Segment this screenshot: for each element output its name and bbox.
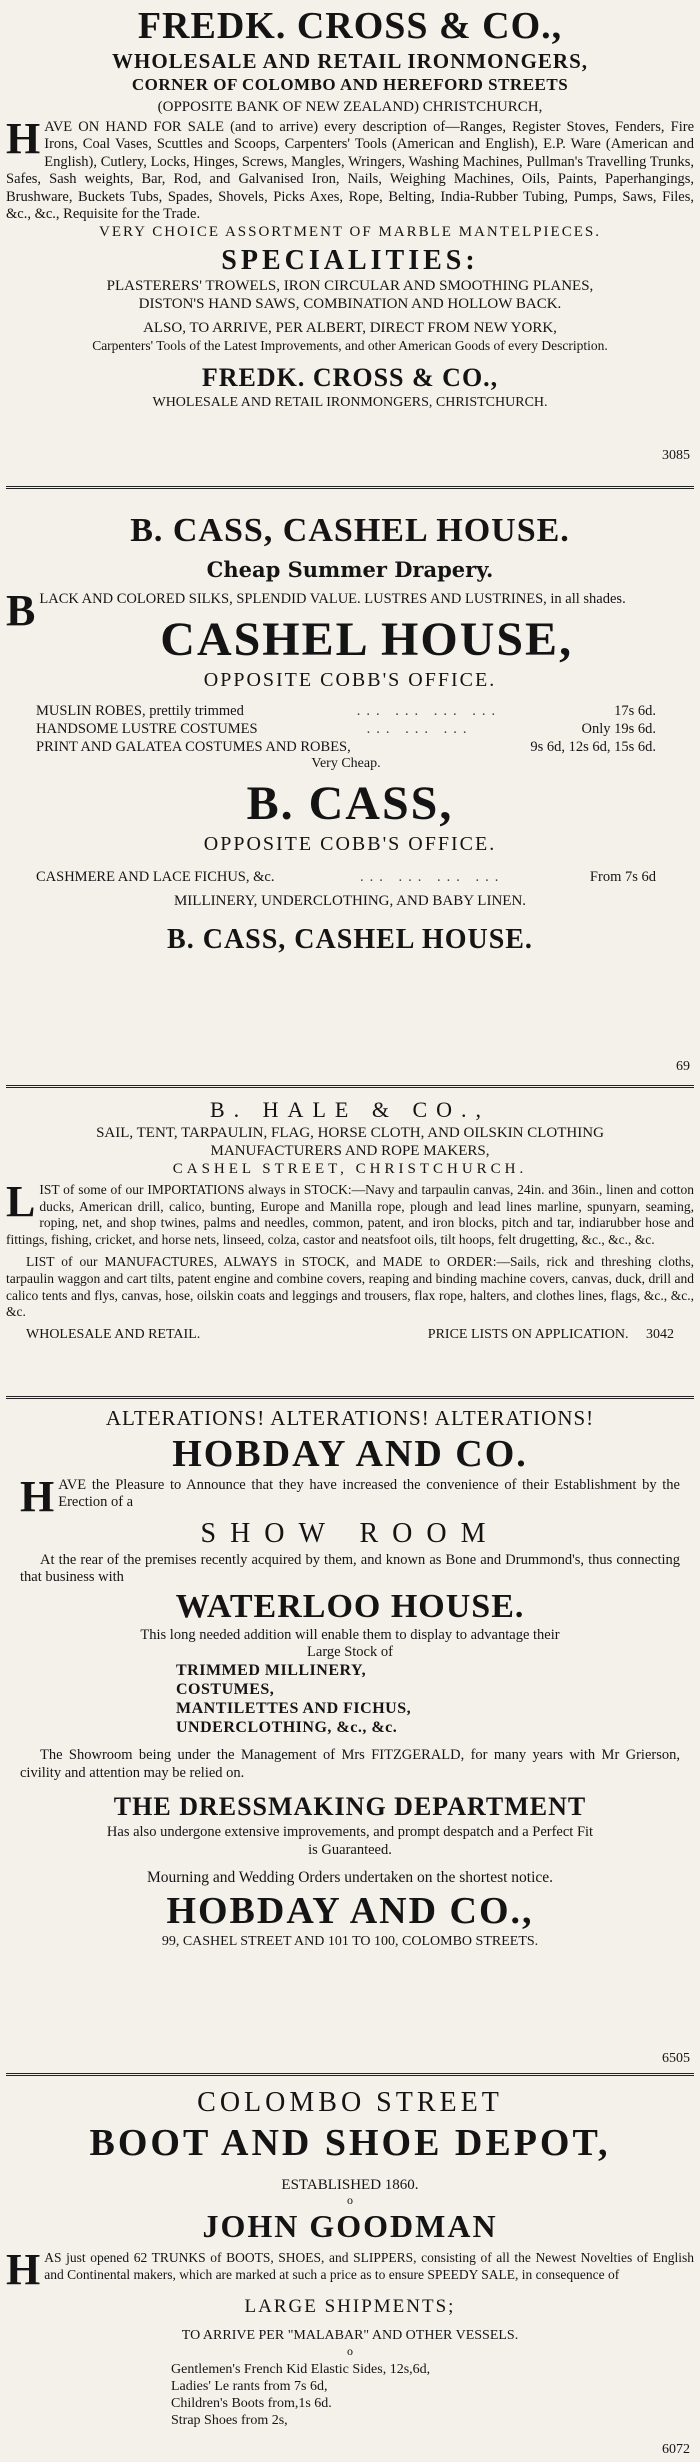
cass-advert (6, 493, 694, 1081)
hobday-list-item: UNDERCLOTHING, &c., &c. (176, 1719, 398, 1737)
hale-footer-left: WHOLESALE AND RETAIL. (26, 1326, 201, 1342)
cross-arrive-1: ALSO, TO ARRIVE, PER ALBERT, DIRECT FROM NEW YORK, (143, 320, 557, 337)
cass-items (36, 702, 656, 772)
cass-opposite-2: OPPOSITE COBB'S OFFICE. (203, 833, 497, 856)
cass-item-price: 9s 6d, 12s 6d, 15s 6d. (530, 739, 656, 756)
goodman-depot: BOOT AND SHOE DEPOT, (89, 2122, 611, 2164)
cass-line-1-text: LACK AND COLORED SILKS, SPLENDID VALUE. LUSTRES AND LUSTRINES, in all shades. (39, 591, 626, 607)
cass-item-dots: ... ... ... ... (356, 703, 502, 720)
hobday-body-1: At the rear of the premises recently acquired by them, and known as Bone and Drummond's, thus connecting that business with (20, 1551, 680, 1586)
cass-item-price: Only 19s 6d. (581, 721, 656, 738)
cross-body-text: AVE ON HAND FOR SALE (and to arrive) every description of—Ranges, Register Stoves, Fenders, Fire Irons, Coal Vases, Scuttles and Scoops, Carpenters' Tools (American and English), E.P. Ware (American and English), Cutlery, Locks, Hinges, Screws, Mangles, Wringers, Washing Machines, Pullman's Travelling Trunks, Safes, Sash weights, Bar, Rod, and Galvanised Iron, Nails, Weighing Machines, Oils, Paints, Paperhangings, Brushware, Buckets Tubs, Spades, Shovels, Picks Axes, Rope, Belting, India-Rubber Tubing, Pumps, Saws, Files, &c., &c., Requisite for the Trade. (6, 119, 694, 223)
hobday-list-item: COSTUMES, (176, 1681, 275, 1699)
hale-dropcap: L (6, 1177, 36, 1226)
cass-fichus (36, 868, 656, 886)
cass-item-2 (36, 738, 656, 756)
cass-fichus-price: From 7s 6d (589, 869, 656, 886)
hobday-footer-addr: 99, CASHEL STREET AND 101 TO 100, COLOMBO STREETS. (161, 1934, 539, 1950)
hobday-body-2: This long needed addition will enable them to display to advantage their (140, 1626, 560, 1643)
goodman-price-item: Ladies' Le rants from 7s 6d, (171, 2379, 328, 2395)
cross-footer-title: FREDK. CROSS & CO., (201, 363, 499, 393)
hale-footer (6, 1327, 694, 1343)
divider-4 (6, 2073, 694, 2076)
hobday-dropcap: H (20, 1472, 55, 1521)
cass-item-0 (36, 702, 656, 720)
cross-footer-sub: WHOLESALE AND RETAIL IRONMONGERS, CHRISTCHURCH. (152, 395, 548, 411)
hale-footer-right (428, 1327, 674, 1343)
hale-sub-3: CASHEL STREET, CHRISTCHURCH. (172, 1161, 528, 1177)
divider-1 (6, 486, 694, 489)
cross-subtitle: WHOLESALE AND RETAIL IRONMONGERS, (111, 49, 589, 73)
cross-address: CORNER OF COLOMBO AND HEREFORD STREETS (131, 75, 569, 94)
cross-spec-1: PLASTERERS' TROWELS, IRON CIRCULAR AND SMOOTHING PLANES, (106, 278, 594, 295)
divider-3 (6, 1396, 694, 1399)
cass-item-name: PRINT AND GALATEA COSTUMES AND ROBES, (36, 739, 351, 756)
cass-ref: 69 (676, 1059, 690, 1074)
goodman-ornament-1: o (347, 2193, 353, 2207)
cass-fichus-name: CASHMERE AND LACE FICHUS, &c. (36, 869, 275, 886)
goodman-advert (6, 2080, 694, 2462)
hobday-mourning: Mourning and Wedding Orders undertaken on the shortest notice. (146, 1869, 554, 1887)
cass-fichus-dots: ... ... ... ... (360, 869, 505, 886)
divider-2 (6, 1085, 694, 1088)
goodman-street: COLOMBO STREET (197, 2087, 503, 2118)
cass-item-dots: ... ... ... (366, 721, 473, 738)
hobday-title: HOBDAY AND CO. (172, 1433, 528, 1475)
hobday-banner: ALTERATIONS! ALTERATIONS! ALTERATIONS! (105, 1406, 595, 1430)
cass-opposite-1: OPPOSITE COBB'S OFFICE. (203, 669, 497, 692)
cass-item-price: 17s 6d. (614, 703, 656, 720)
cass-title: B. CASS, CASHEL HOUSE. (130, 512, 570, 549)
cross-title: FREDK. CROSS & CO., (137, 5, 563, 47)
cass-item-dots (351, 738, 531, 756)
goodman-dropcap: H (6, 2245, 41, 2294)
cross-dropcap: H (6, 114, 41, 163)
goodman-price-item: Children's Boots from,1s 6d. (171, 2396, 332, 2412)
hobday-intro (6, 1472, 694, 1521)
hale-ref: 3042 (646, 1326, 674, 1342)
hobday-footer-title: HOBDAY AND CO., (166, 1890, 534, 1933)
hobday-list-item: TRIMMED MILLINERY, (176, 1662, 367, 1680)
cross-ref: 3085 (662, 448, 690, 463)
goodman-prices (6, 2361, 694, 2429)
goodman-price-item: Gentlemen's French Kid Elastic Sides, 12s,6d, (171, 2362, 431, 2378)
goodman-body (6, 2245, 694, 2294)
hobday-ref: 6505 (662, 2051, 690, 2066)
cass-millinery: MILLINERY, UNDERCLOTHING, AND BABY LINEN. (173, 893, 527, 910)
hobday-body-3: The Showroom being under the Management of Mrs FITZGERALD, for many years with Mr Grierson, civility and attention may be relied on. (20, 1747, 680, 1781)
hale-advert (6, 1092, 694, 1392)
cass-item-name: MUSLIN ROBES, prettily trimmed (36, 703, 244, 720)
hale-body-1 (6, 1177, 694, 1248)
hobday-large-stock: Large Stock of (307, 1644, 393, 1661)
cass-footer: B. CASS, CASHEL HOUSE. (167, 924, 533, 956)
goodman-price-item: Strap Shoes from 2s, (171, 2413, 288, 2429)
cass-item-name: HANDSOME LUSTRE COSTUMES (36, 721, 258, 738)
goodman-arrive: TO ARRIVE PER "MALABAR" AND OTHER VESSELS. (181, 2328, 519, 2344)
hale-body-1-text: IST of some of our IMPORTATIONS always in STOCK:—Navy and tarpaulin canvas, 24in. and 36in., linen and cotton ducks, American drill, calico, bunting, Europe and Manilla rope, plough and lead lines marline, spunyarn, seaming, roping, net, and shop twines, palms and needles, common, patent, and iron blocks, pitch and tar, indiarubber hose and fittings, fishing, cricket, and horse nets, linseed, colza, castor and neatsfoot oils, tilt hoops, felt drugetting, &c., &c., &c. (6, 1182, 694, 1247)
hale-footer-right-text: PRICE LISTS ON APPLICATION. (427, 1326, 629, 1342)
goodman-name: JOHN GOODMAN (202, 2208, 498, 2244)
cross-marble: VERY CHOICE ASSORTMENT OF MARBLE MANTELPIECES. (99, 224, 601, 241)
cass-house: CASHEL HOUSE, (160, 613, 574, 667)
hale-body-2: LIST of our MANUFACTURES, ALWAYS in STOCK, and MADE to ORDER:—Sails, rick and threshing cloths, tarpaulin waggon and cart tilts, patent engine and combine covers, reaping and binding machine covers, canvas, duck, drill and calico tents and flys, canvas, hose, oilskin coats and leggings and trousers, flax rope, halters, and clothes lines, flags, &c., &c., &c. (6, 1254, 694, 1320)
cass-very-cheap: Very Cheap. (311, 756, 381, 772)
hobday-waterloo: WATERLOO HOUSE. (175, 1587, 525, 1625)
cass-line-1 (6, 586, 694, 635)
hobday-intro-text: AVE the Pleasure to Announce that they have increased the convenience of their Establishment by the Erection of a (58, 1477, 680, 1511)
cross-specialities-title: SPECIALITIES: (221, 245, 479, 277)
cass-bcass: B. CASS, (246, 777, 454, 831)
cross-spec-2: DISTON'S HAND SAWS, COMBINATION AND HOLLOW BACK. (138, 296, 562, 313)
cross-advert (6, 0, 694, 482)
hobday-dress-title: THE DRESSMAKING DEPARTMENT (113, 1792, 587, 1822)
cross-location: (OPPOSITE BANK OF NEW ZEALAND) CHRISTCHURCH, (157, 99, 543, 115)
hale-sub-2: MANUFACTURERS AND ROPE MAKERS, (210, 1143, 490, 1159)
cass-dropcap: B (6, 586, 36, 635)
cross-body (6, 114, 694, 223)
hobday-dress-body: Has also undergone extensive improvements, and prompt despatch and a Perfect Fit is Guaranteed. (106, 1824, 594, 1858)
goodman-ornament-2: o (347, 2344, 353, 2359)
hobday-showroom: SHOW ROOM (200, 1517, 500, 1549)
hobday-list (6, 1661, 694, 1737)
hobday-advert (6, 1403, 694, 2069)
goodman-established: ESTABLISHED 1860. (281, 2177, 419, 2193)
hale-sub-1: SAIL, TENT, TARPAULIN, FLAG, HORSE CLOTH, AND OILSKIN CLOTHING (96, 1125, 604, 1141)
goodman-body-text: AS just opened 62 TRUNKS of BOOTS, SHOES, and SLIPPERS, consisting of all the Newest Novelties of English and Continental makers, which are marked at such a price as to ensure SPEEDY SALE, in consequence of (44, 2250, 694, 2282)
goodman-ref: 6072 (662, 2442, 690, 2457)
cass-subtitle: Cheap Summer Drapery. (206, 557, 494, 582)
goodman-large: LARGE SHIPMENTS; (244, 2296, 456, 2318)
hobday-list-item: MANTILETTES AND FICHUS, (176, 1700, 412, 1718)
hale-title: B. HALE & CO., (210, 1097, 490, 1122)
cass-item-1 (36, 720, 656, 738)
cross-arrive-2: Carpenters' Tools of the Latest Improvements, and other American Goods of every Description. (92, 338, 608, 354)
